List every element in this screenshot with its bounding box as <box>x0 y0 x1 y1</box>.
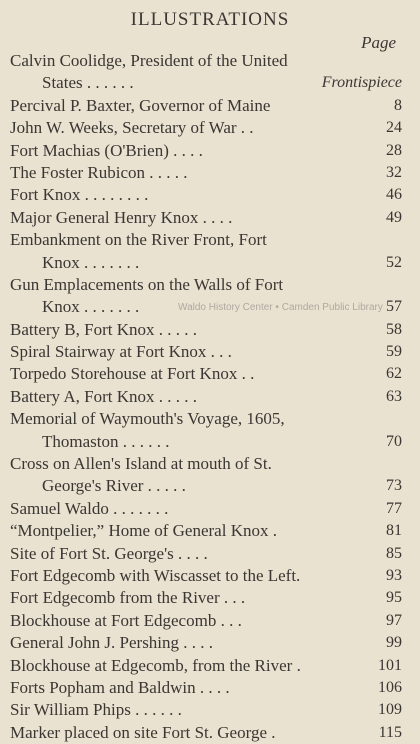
illustration-title: Fort Edgecomb with Wiscasset to the Left. <box>10 565 301 585</box>
illustration-title: Knox . . . . . . . <box>42 297 140 317</box>
page-number: 115 <box>378 723 402 741</box>
page-number: 63 <box>386 387 402 405</box>
illustration-entry <box>10 655 402 677</box>
illustrations-list <box>10 50 402 744</box>
page-number: 28 <box>386 141 402 159</box>
illustration-entry <box>10 162 402 184</box>
illustration-entry <box>10 341 402 363</box>
illustration-title: Calvin Coolidge, President of the United <box>10 51 288 70</box>
illustration-entry <box>10 408 402 430</box>
illustration-title: Fort Knox . . . . . . . . <box>10 185 149 205</box>
page-number: 77 <box>386 499 402 517</box>
page-number: 81 <box>386 522 402 540</box>
page-number: 95 <box>386 589 402 607</box>
page-number: 62 <box>386 365 402 383</box>
illustration-title: Spiral Stairway at Fort Knox . . . <box>10 342 232 362</box>
illustration-title: General John J. Pershing . . . . <box>10 633 214 653</box>
page-number: 46 <box>386 186 402 204</box>
page-number: 57 <box>386 298 402 316</box>
page-number: Frontispiece <box>321 74 402 92</box>
page-number: 97 <box>386 611 402 629</box>
page-number: 101 <box>378 656 402 674</box>
illustration-entry-continuation <box>10 72 402 94</box>
page-heading: ILLUSTRATIONS <box>130 9 290 30</box>
illustration-entry <box>10 610 402 632</box>
illustration-entry <box>10 520 402 542</box>
library-watermark: Waldo History Center • Camden Public Library <box>178 302 383 313</box>
page-number: 70 <box>386 432 402 450</box>
illustration-entry <box>10 229 402 251</box>
illustration-entry <box>10 50 402 72</box>
illustration-entry <box>10 117 402 139</box>
illustration-title: Thomaston . . . . . . <box>42 431 170 451</box>
illustration-entry <box>10 543 402 565</box>
illustration-entry <box>10 587 402 609</box>
illustration-title: Fort Edgecomb from the River . . . <box>10 588 246 608</box>
illustration-entry <box>10 95 402 117</box>
illustration-title: Percival P. Baxter, Governor of Maine <box>10 95 271 115</box>
illustration-entry <box>10 632 402 654</box>
page-number: 106 <box>378 678 402 696</box>
illustration-title: Fort Machias (O'Brien) . . . . <box>10 140 203 160</box>
page-number: 8 <box>394 96 402 114</box>
illustration-entry <box>10 722 402 744</box>
page-number: 85 <box>386 544 402 562</box>
illustration-entry <box>10 184 402 206</box>
illustration-title: Battery B, Fort Knox . . . . . <box>10 319 197 339</box>
illustration-title: Torpedo Storehouse at Fort Knox . . <box>10 364 255 384</box>
illustration-entry <box>10 498 402 520</box>
illustration-title: Sir William Phips . . . . . . <box>10 700 182 720</box>
illustration-entry <box>10 565 402 587</box>
illustration-entry <box>10 140 402 162</box>
illustration-entry <box>10 274 402 296</box>
page-number: 32 <box>386 163 402 181</box>
page-number: 24 <box>386 119 402 137</box>
illustration-title: Blockhouse at Edgecomb, from the River . <box>10 655 301 675</box>
illustration-entry <box>10 319 402 341</box>
page-number: 99 <box>386 634 402 652</box>
page-number: 58 <box>386 320 402 338</box>
page-number: 59 <box>386 343 402 361</box>
illustration-entry <box>10 386 402 408</box>
illustration-title: Major General Henry Knox . . . . <box>10 207 233 227</box>
illustration-entry <box>10 677 402 699</box>
illustration-title: John W. Weeks, Secretary of War . . <box>10 118 254 138</box>
illustration-title: George's River . . . . . <box>42 476 186 496</box>
illustration-title: Gun Emplacements on the Walls of Fort <box>10 274 284 294</box>
page-number: 73 <box>386 477 402 495</box>
illustration-title: Marker placed on site Fort St. George . <box>10 722 276 742</box>
page-number: 93 <box>386 566 402 584</box>
illustration-title: Embankment on the River Front, Fort <box>10 230 267 250</box>
illustration-entry <box>10 453 402 475</box>
illustration-title: The Foster Rubicon . . . . . <box>10 162 188 182</box>
illustration-title: Memorial of Waymouth's Voyage, 1605, <box>10 409 285 429</box>
illustration-title: Knox . . . . . . . <box>42 252 140 272</box>
illustration-entry-continuation <box>10 252 402 274</box>
illustration-title: Battery A, Fort Knox . . . . . <box>10 386 197 406</box>
illustration-entry <box>10 699 402 721</box>
illustration-title: Cross on Allen's Island at mouth of St. <box>10 454 272 474</box>
page-number: 49 <box>386 208 402 226</box>
illustration-entry <box>10 363 402 385</box>
page-number: 109 <box>378 701 402 719</box>
illustration-title: Site of Fort St. George's . . . . <box>10 543 208 563</box>
illustration-title: Blockhouse at Fort Edgecomb . . . <box>10 610 242 630</box>
illustration-entry-continuation <box>10 475 402 497</box>
page-number: 52 <box>386 253 402 271</box>
illustration-title: Samuel Waldo . . . . . . . <box>10 498 169 518</box>
illustration-entry <box>10 207 402 229</box>
page-column-label: Page <box>361 33 396 52</box>
illustration-title: “Montpelier,” Home of General Knox . <box>10 521 277 541</box>
illustration-title: Forts Popham and Baldwin . . . . <box>10 677 230 697</box>
illustration-title: States . . . . . . <box>42 73 134 93</box>
illustration-entry-continuation <box>10 431 402 453</box>
